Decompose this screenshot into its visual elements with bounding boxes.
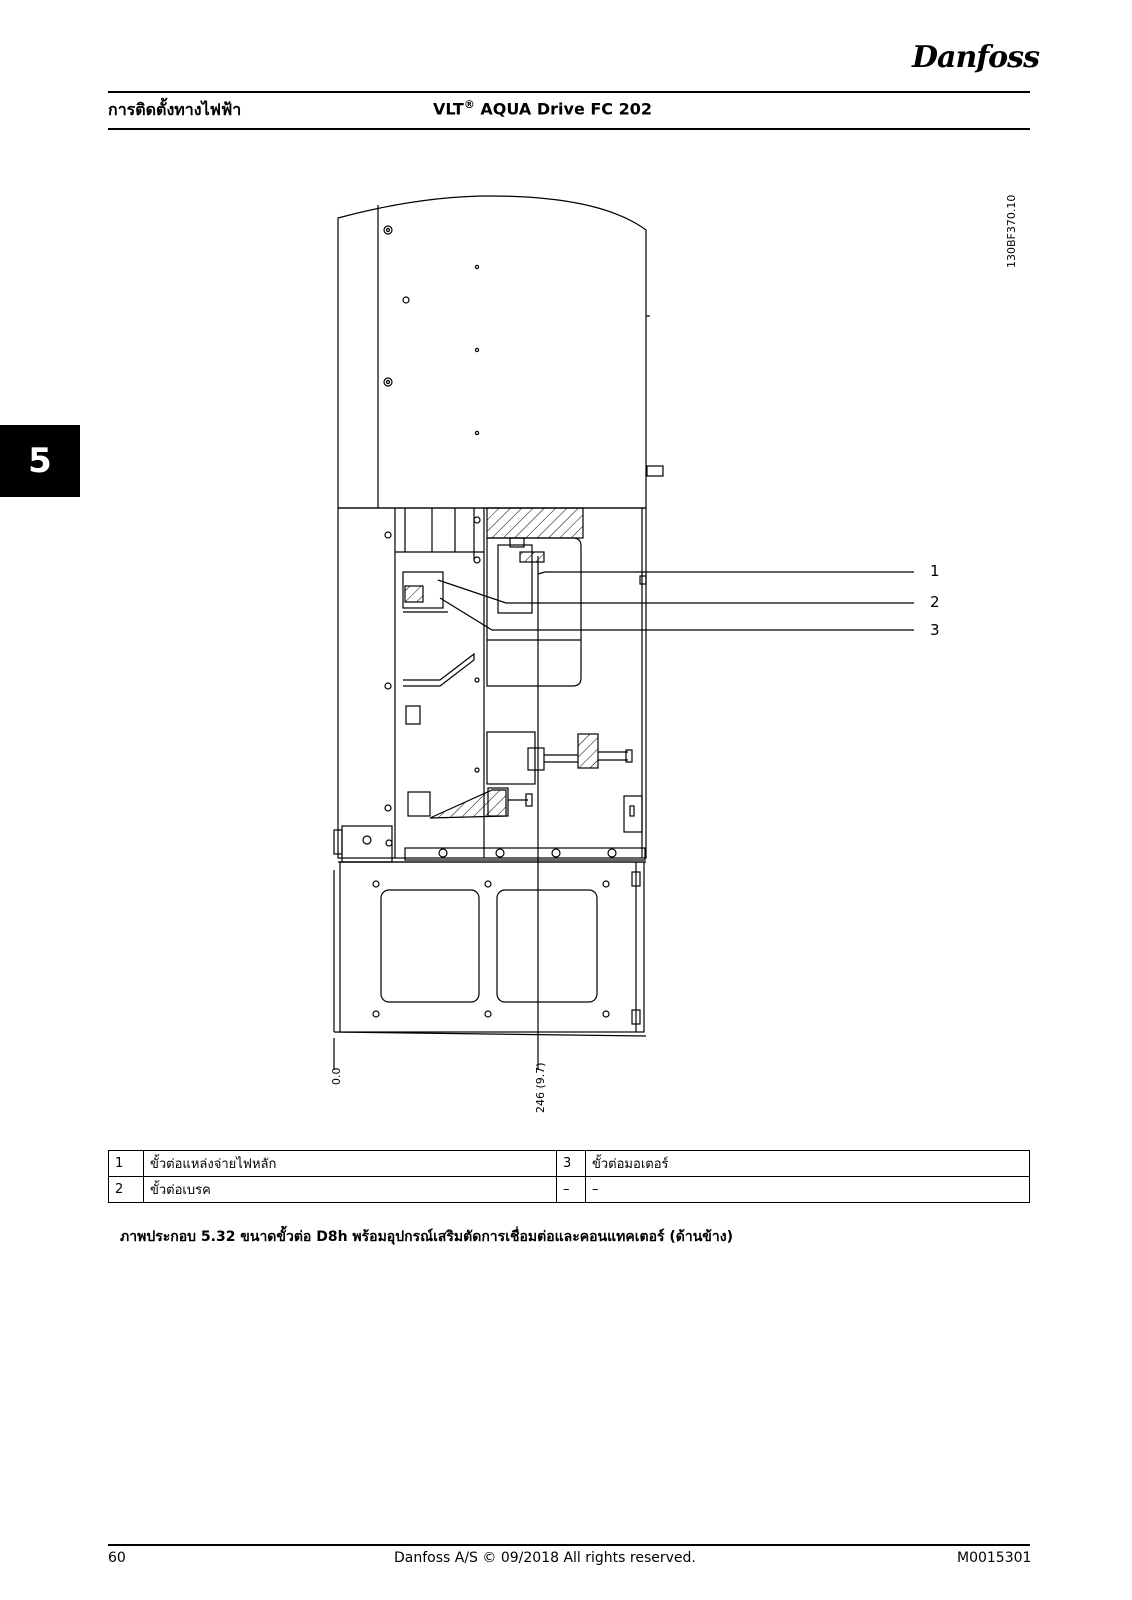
document-code: M0015301 [957, 1550, 1032, 1566]
figure-id: 130BF370.10 [1005, 194, 1018, 268]
copyright-text: Danfoss A/S © 09/2018 All rights reserved. [394, 1550, 696, 1566]
legend-text: – [586, 1177, 1030, 1203]
section-title: การติดตั้งทางไฟฟ้า [108, 100, 242, 119]
legend-row [109, 1151, 1030, 1177]
legend-text: ขั้วต่อแหล่งจ่ายไฟหลัก [144, 1151, 557, 1177]
callout-1: 1 [930, 562, 940, 580]
dimension-label-246: 246 (9.7) [534, 1062, 547, 1113]
legend-number: 1 [109, 1151, 144, 1177]
product-title: VLT® AQUA Drive FC 202 [433, 98, 652, 119]
callout-2: 2 [930, 593, 940, 611]
legend-row [109, 1177, 1030, 1203]
dimension-label-origin: 0.0 [330, 1067, 343, 1085]
danfoss-logo: Danfoss [912, 40, 1039, 75]
chapter-tab: 5 [0, 425, 80, 497]
page-number: 60 [108, 1550, 126, 1566]
footer-rule [108, 1544, 1030, 1546]
legend-number: 2 [109, 1177, 144, 1203]
legend-number: 3 [557, 1151, 586, 1177]
legend-text: ขั้วต่อเบรค [144, 1177, 557, 1203]
callout-3: 3 [930, 621, 940, 639]
figure-caption: ภาพประกอบ 5.32 ขนาดขั้วต่อ D8h พร้อมอุปกรณ์เสริมตัดการเชื่อมต่อและคอนแทคเตอร์ (ด้านข้าง) [120, 1229, 733, 1245]
legend-number: – [557, 1177, 586, 1203]
legend-table [108, 1150, 1030, 1203]
legend-text: ขั้วต่อมอเตอร์ [586, 1151, 1030, 1177]
